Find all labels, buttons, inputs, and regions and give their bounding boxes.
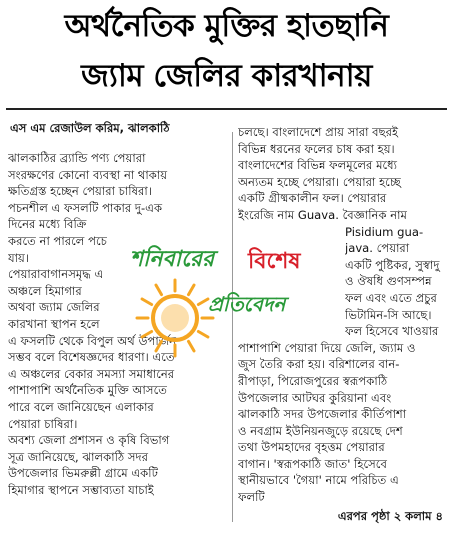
- text-line: দিনের মধ্যে বিক্রি: [8, 217, 87, 232]
- text-line: অন্যতম হচ্ছে পেয়ারা। পেয়ারা হচ্ছে: [238, 174, 401, 189]
- text-line: অঞ্চলে হিমাগার: [8, 283, 82, 298]
- text-line: পারে বলে জানিয়েছেন এলাকার: [8, 399, 154, 414]
- text-line: জুস তৈরি করা হয়। বরিশালের বান-: [238, 357, 400, 372]
- text-line: সংরক্ষণের কোনো ব্যবস্থা না থাকায়: [8, 167, 168, 182]
- text-line: ও ঔষধি গুণসম্পন্ন: [345, 274, 432, 289]
- text-line: অবশ্য জেলা প্রশাসন ও কৃষি বিভাগ: [8, 433, 170, 448]
- text-line: এ অঞ্চলের বেকার সমস্যা সমাধানের: [8, 366, 175, 381]
- sun-ray: [142, 299, 152, 305]
- headline-line-2: জ্যাম জেলির কারখানায়: [81, 58, 372, 94]
- text-line: উপজেলার ভিমরুল্লী গ্রামে একটি: [8, 466, 158, 481]
- text-line: একটি পুষ্টিকর, সুস্বাদু: [345, 257, 440, 272]
- text-line: Pisidium gua-: [345, 224, 424, 239]
- text-line: ফল এবং এতে প্রচুর: [345, 290, 437, 305]
- sun-ray: [156, 285, 162, 295]
- text-line: তথা উপমহাদের বৃহত্তম পেয়ারার: [238, 440, 385, 455]
- column-separator: [232, 132, 233, 522]
- text-line: পেয়ারাবাগানসমৃদ্ধ এ: [8, 267, 104, 282]
- sun-ray: [189, 341, 195, 351]
- text-line: পেয়ারা চাষিরা।: [8, 416, 78, 431]
- text-line: বাংলাদেশের বিভিন্ন ফলমূলের মধ্যে: [238, 158, 398, 173]
- byline: এস এম রেজাউল করিম, ঝালকাঠি: [10, 121, 170, 135]
- text-line: সম্ভব বলে বিশেষজ্ঞদের ধারণা। এতে: [8, 350, 175, 365]
- text-line: হিমাগার স্থাপনে সম্ভাব্যতা যাচাই: [8, 482, 154, 497]
- text-line: ক্ষতিগ্রস্ত হচ্ছেন পেয়ারা চাষিরা।: [8, 184, 152, 199]
- sun-ray: [198, 299, 208, 305]
- text-line: রীপাড়া, পিরোজপুরের স্বরূপকাঠি: [238, 373, 388, 388]
- sun-ray: [156, 341, 162, 351]
- text-line: কারখানা স্থাপন হলে: [8, 316, 100, 331]
- text-line: java. পেয়ারা: [345, 241, 410, 256]
- text-line: উপজেলার আটঘর কুরিয়ানা এবং: [238, 390, 392, 405]
- sticker-text-saturday: শনিবারের: [130, 247, 215, 272]
- text-line: এ ফসলটি থেকে বিপুল অর্থ উপার্জন: [8, 333, 177, 348]
- text-line: ভিটামিন-সি আছে।: [345, 307, 432, 322]
- text-line: একটি গ্রীষ্মকালীন ফল। পেয়ারার: [238, 191, 387, 206]
- sun-icon: [130, 270, 220, 360]
- text-line: ফল হিসেবে খাওয়ার: [345, 324, 439, 339]
- text-line: ও নবগ্রাম ইউনিয়নজুড়ে রয়েছে দেশ: [238, 423, 403, 438]
- text-line: স্থানীয়ভাবে 'গৈয়া' নামে পরিচিত এ: [238, 473, 399, 488]
- sun-ray: [189, 285, 195, 295]
- sticker-text-report: প্রতিবেদন: [208, 292, 286, 316]
- text-line: ঝালকাঠির ব্র্যান্ডি পণ্য পেয়ারা: [8, 151, 146, 165]
- text-line: ফলটি: [238, 490, 265, 505]
- text-line: সূত্র জানিয়েছে, ঝালকাঠি সদর: [8, 449, 148, 464]
- continuation-note: এরপর পৃষ্ঠা ২ কলাম ৪: [337, 509, 443, 523]
- headline-rule: [6, 108, 447, 110]
- text-line: বিভিন্ন ধরনের ফলের চাষ করা হয়।: [238, 141, 395, 156]
- text-line: পাশাপাশি পেয়ারা দিয়ে জেলি, জ্যাম ও: [238, 340, 416, 355]
- text-line: বাগান। 'স্বরূপকাঠি জাত' হিসেবে: [238, 456, 387, 471]
- sun-ray: [142, 332, 152, 338]
- sticker-text-special: বিশেষ: [248, 249, 301, 274]
- text-line: পচনশীল এ ফসলটি পাকার দু-এক: [8, 200, 163, 215]
- text-line: যায়।: [8, 250, 30, 265]
- text-line: পাশাপাশি অর্থনৈতিক মুক্তি আসতে: [8, 383, 167, 398]
- text-line: অথবা জ্যাম জেলির: [8, 300, 100, 315]
- text-line: ইংরেজি নাম Guava. বৈজ্ঞানিক নাম: [238, 207, 407, 222]
- sun-ray: [198, 332, 208, 338]
- headline-line-1: অর্থনৈতিক মুক্তির হাতছানি: [64, 8, 389, 44]
- text-line: চলছে। বাংলাদেশে প্রায় সারা বছরই: [238, 125, 399, 139]
- text-line: করতে না পারলে পচে: [8, 233, 107, 248]
- text-line: ঝালকাঠি সদর উপজেলার কীর্তিপাশা: [238, 407, 407, 422]
